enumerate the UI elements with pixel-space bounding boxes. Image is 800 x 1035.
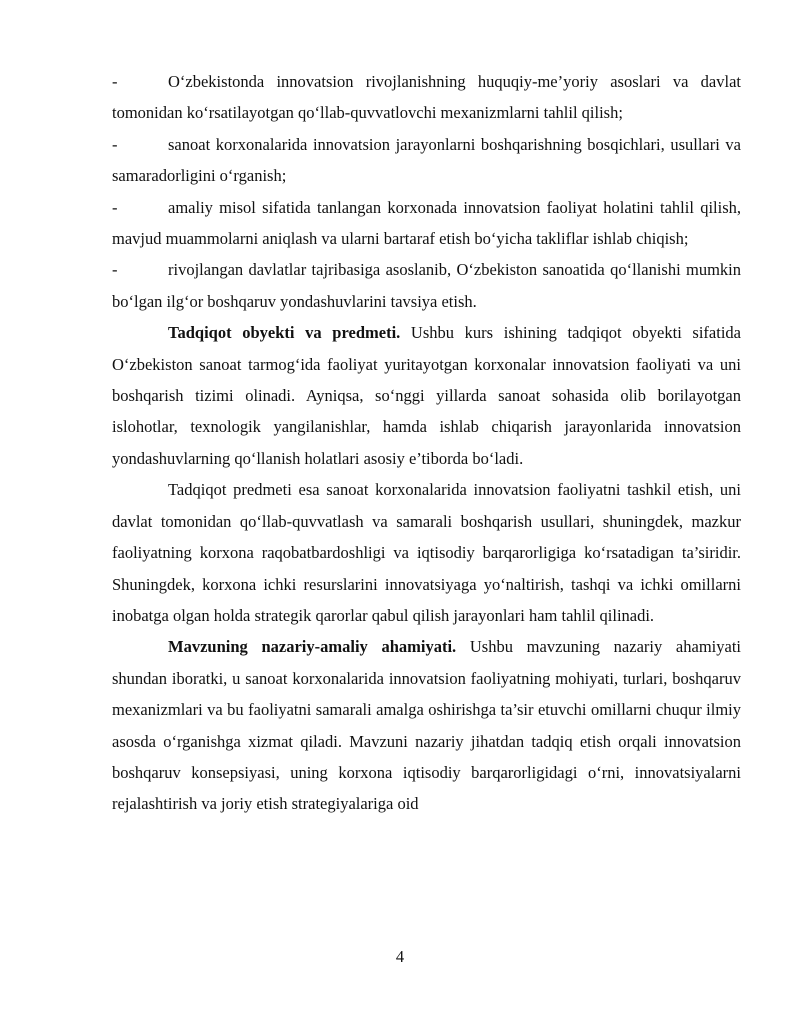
bullet-text: sanoat korxonalarida innovatsion jarayonlarni boshqarishning bosqichlari, usullari va samaradorligini o‘rganish;: [112, 134, 741, 186]
bullet-text: rivojlangan davlatlar tajribasiga asoslanib, O‘zbekiston sanoatida qo‘llanishi mumkin bo‘lgan ilg‘or boshqaruv yondashuvlarini tavsiya etish.: [112, 260, 741, 311]
paragraph-research-object: [112, 317, 741, 474]
bullet-marker: -: [112, 197, 118, 217]
bullet-item: [112, 66, 741, 129]
section-heading: Tadqiqot obyekti va predmeti.: [168, 323, 401, 343]
paragraph-text: Ushbu mavzuning nazariy ahamiyati shundan iboratki, u sanoat korxonalarida innovatsion faoliyatning mohiyati, turlari, boshqaruv mexanizmlari va bu faoliyatni samarali amalga oshirishga ta’sir etuvchi omillarni chuqur ilmiy asosda o‘rganishga xizmat qiladi. Mavzuni nazariy jihatdan tadqiq etish orqali innovatsion boshqaruv konsepsiyasi, uning korxona iqtisodiy barqarorligidagi o‘rni, innovatsiyalarni rejalashtirish va joriy etish strategiyalariga oid: [112, 637, 741, 814]
paragraph-text: Ushbu kurs ishining tadqiqot obyekti sifatida O‘zbekiston sanoat tarmog‘ida faoliyat yuritayotgan korxonalar innovatsion faoliyati va uni boshqarish tizimi olinadi. Ayniqsa, so‘nggi yillarda sanoat sohasida olib borilayotgan islohotlar, texnologik yangilanishlar, hamda ishlab chiqarish jarayonlarida innovatsion yondashuvlarning qo‘llanish holatlari asosiy e’tiborda bo‘ladi.: [112, 323, 741, 468]
bullet-marker: -: [112, 72, 118, 91]
page-number: 4: [395, 947, 405, 966]
paragraph-significance: [112, 631, 741, 819]
bullet-text: amaliy misol sifatida tanlangan korxonada innovatsion faoliyat holatini tahlil qilish, mavjud muammolarni aniqlash va ularni bartaraf etish bo‘yicha takliflar ishlab chiqish;: [112, 197, 741, 249]
bullet-marker: -: [112, 134, 118, 154]
document-body: [112, 66, 741, 820]
bullet-text: O‘zbekistonda innovatsion rivojlanishning huquqiy-me’yoriy asoslari va davlat tomonidan ko‘rsatilayotgan qo‘llab-quvvatlovchi mexanizmlarni tahlil qilish;: [112, 72, 741, 123]
bullet-item: [112, 192, 741, 255]
section-heading: Mavzuning nazariy-amaliy ahamiyati.: [168, 637, 457, 657]
bullet-item: [112, 129, 741, 192]
bullet-marker: -: [112, 260, 118, 280]
paragraph-research-subject: [112, 474, 741, 631]
paragraph-text: Tadqiqot predmeti esa sanoat korxonalarida innovatsion faoliyatni tashkil etish, uni davlat tomonidan qo‘llab-quvvatlash va samarali boshqarish usullari, shuningdek, mazkur faoliyatning korxona raqobatbardoshligi va iqtisodiy barqarorligiga ko‘rsatadigan ta’siridir. Shuningdek, korxona ichki resurslarini innovatsiyaga yo‘naltirish, tashqi va ichki omillarni inobatga olgan holda strategik qarorlar qabul qilish jarayonlari ham tahlil qilinadi.: [112, 480, 741, 625]
bullet-item: [112, 254, 741, 317]
